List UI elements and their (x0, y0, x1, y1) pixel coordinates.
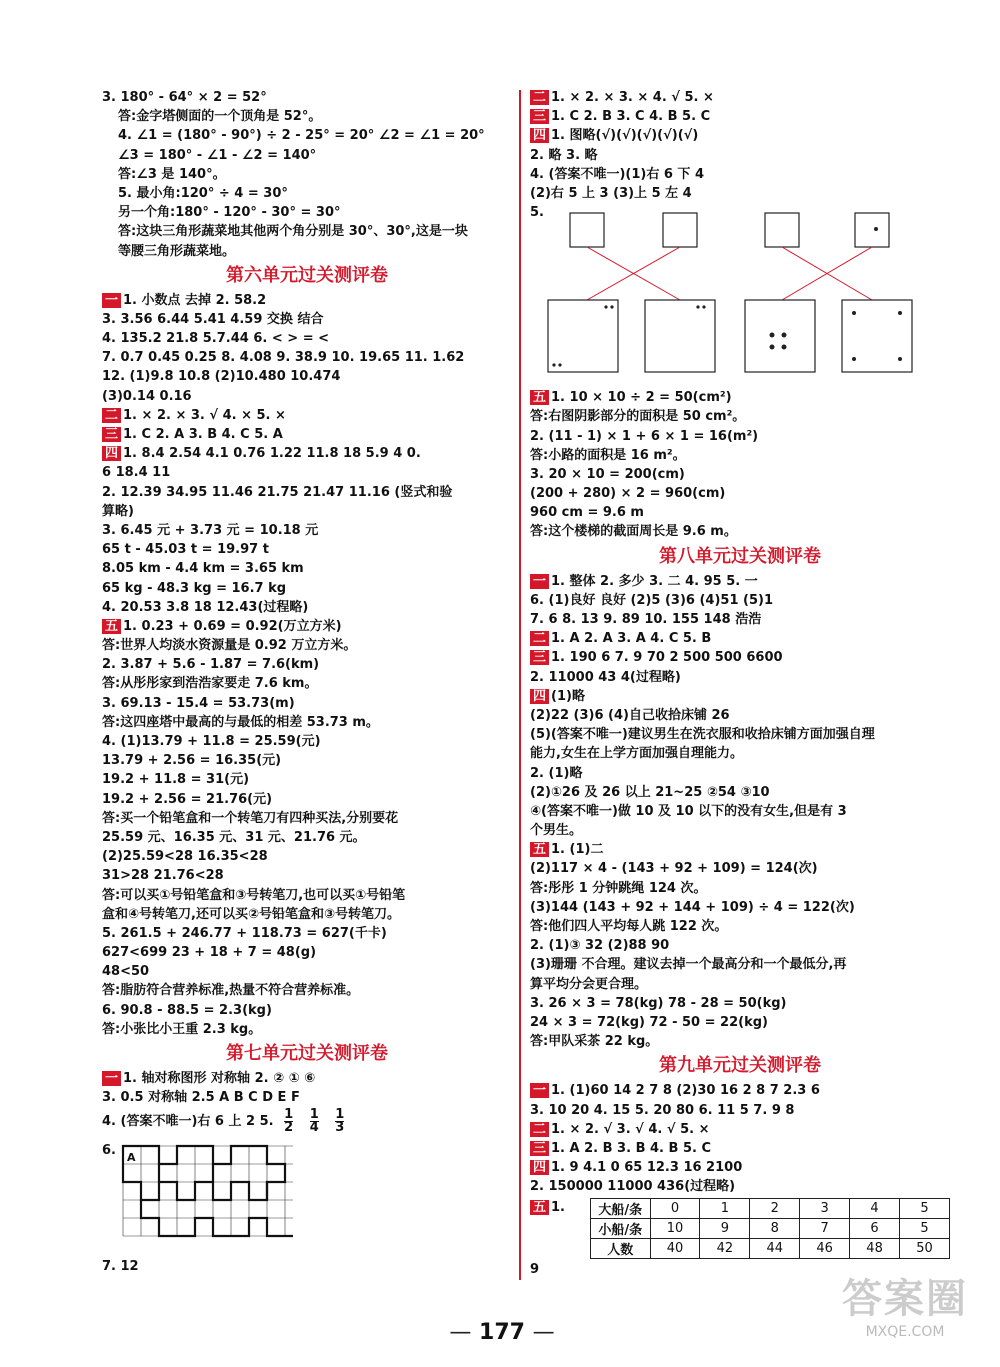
answer-line: 算平均分会更合理。 (530, 976, 648, 992)
answer-line: 13.79 + 2.56 = 16.35(元) (102, 753, 282, 769)
section-badge: 四 (530, 128, 549, 143)
table-row (591, 1199, 950, 1219)
right-column (530, 88, 950, 1280)
answer-line: 12. (1)9.8 10.8 (2)10.480 10.474 (102, 369, 341, 385)
unit8-answers (530, 572, 950, 1052)
answer-line: (2)117 × 4 - (143 + 92 + 109) = 124(次) (530, 861, 818, 877)
table-cell: 4 (850, 1199, 900, 1219)
section-badge: 四 (530, 689, 549, 704)
answer-line: 答:这个楼梯的截面周长是 9.6 m。 (530, 524, 737, 540)
answer-line: 7. 0.7 0.45 0.25 8. 4.08 9. 38.9 10. 19.65 11. 1.62 (102, 350, 465, 366)
table-cell: 9 (700, 1219, 750, 1239)
answer-line: 能力,女生在上学方面加强自理能力。 (530, 746, 743, 762)
answer-line: 二 1. × 2. √ 3. √ 4. √ 5. × (530, 1120, 950, 1139)
watermark-logo: 答案圈 (842, 1276, 968, 1322)
answer-line: 等腰三角形蔬菜地。 (118, 243, 236, 259)
unit9-table-block: 五 1. 大船/条 0 1 2 3 4 5 小船/条 10 9 8 7 6 5 人数 40 42 44 46 48 50 (530, 1198, 950, 1260)
answer-line: (2)右 5 上 3 (3)上 5 左 4 (530, 185, 692, 201)
unit6-answers (102, 291, 512, 1039)
table-cell: 5 (900, 1219, 950, 1239)
answer-line: 25.59 元、16.35 元、31 元、21.76 元。 (102, 829, 366, 845)
answer-line: 4. 135.2 21.8 5.7.44 6. < > = < (102, 331, 329, 347)
answer-line: 7. 6 8. 13 9. 89 10. 155 148 浩浩 (530, 612, 762, 627)
answer-line: 答:彤彤 1 分钟跳绳 124 次。 (530, 880, 707, 896)
answer-line: 答:脂肪符合营养标准,热量不符合营养标准。 (102, 983, 360, 999)
answer-line: 一 1. 整体 2. 多少 3. 二 4. 95 5. 一 (530, 572, 950, 591)
unit7-q7: 7. 12 (102, 1259, 139, 1275)
unit7-answers (102, 1069, 512, 1107)
unit5-answers-tail (102, 88, 512, 261)
answer-line: 答:买一个铅笔盒和一个转笔刀有四种买法,分别要花 (102, 810, 399, 826)
answer-line: 2. 11000 43 4(过程略) (530, 669, 681, 685)
unit9-title: 第九单元过关测评卷 (659, 1055, 821, 1077)
answer-line: 19.2 + 2.56 = 21.76(元) (102, 791, 273, 807)
answer-line: 一 1. 轴对称图形 对称轴 2. ② ① ⑥ (102, 1069, 512, 1088)
answer-line: 3. 20 × 10 = 200(cm) (530, 466, 685, 482)
table-cell: 7 (800, 1219, 850, 1239)
answer-line: 算略) (102, 503, 134, 519)
answer-line: 65 t - 45.03 t = 19.97 t (102, 542, 269, 558)
unit-q5-diagram: 5. (530, 203, 950, 388)
answer-line: 答:这块三角形蔬菜地其他两个角分别是 30°、30°,这是一块 (118, 224, 468, 240)
answer-line: (5)(答案不唯一)建议男生在洗衣服和收拾床铺方面加强自理 (530, 727, 875, 743)
grid-label-a: A (127, 1151, 136, 1165)
answer-line: 3. 0.5 对称轴 2.5 A B C D E F (102, 1090, 300, 1106)
table-cell: 10 (650, 1219, 700, 1239)
answer-line: 3. 3.56 6.44 5.41 4.59 交换 结合 (102, 311, 324, 327)
answer-line: 三 1. A 2. B 3. B 4. B 5. C (530, 1139, 950, 1158)
section-badge: 三 (102, 427, 121, 442)
answer-line: 2. (1)略 (530, 765, 583, 781)
section-badge: 五 (102, 619, 121, 634)
unit7-q6: 6. A (102, 1137, 512, 1257)
answer-line: 五 1. (1)二 (530, 840, 950, 859)
answer-line: 24 × 3 = 72(kg) 72 - 50 = 22(kg) (530, 1014, 768, 1030)
answer-line: 2. 略 3. 略 (530, 147, 598, 163)
column-divider (519, 90, 521, 1280)
cube-matching-diagram (530, 205, 930, 385)
unit7-q4-line: 4. (答案不唯一)右 6 上 2 5. $\frac{1}{2}$ $\frac{1}{4}$ $\frac{1}{3}$ (102, 1107, 345, 1136)
section-badge: 三 (530, 1141, 549, 1156)
table-cell: 0 (650, 1199, 700, 1219)
answer-line: 四 1. 9 4.1 0 65 12.3 16 2100 (530, 1158, 950, 1177)
answer-line: 31>28 21.76<28 (102, 868, 224, 884)
answer-line: 答:世界人均淡水资源量是 0.92 万立方米。 (102, 638, 357, 654)
answer-line: 答:∠3 是 140°。 (118, 166, 226, 182)
answer-line: ∠3 = 180° - ∠1 - ∠2 = 140° (118, 147, 317, 163)
answer-line: 5. 261.5 + 246.77 + 118.73 = 627(千卡) (102, 925, 387, 941)
answer-line: (3)0.14 0.16 (102, 388, 192, 404)
table-cell: 42 (700, 1239, 750, 1259)
answer-line: 2. 12.39 34.95 11.46 21.75 21.47 11.16 (竖式和验 (102, 484, 453, 500)
answer-line: 答:右图阴影部分的面积是 50 cm²。 (530, 409, 746, 425)
answer-line: 答:金字塔侧面的一个顶角是 52°。 (118, 109, 322, 125)
answer-line: 3. 69.13 - 15.4 = 53.73(m) (102, 695, 295, 711)
answer-line: ④(答案不唯一)做 10 及 10 以下的没有女生,但是有 3 (530, 803, 847, 819)
answer-line: 答:小张比小王重 2.3 kg。 (102, 1021, 262, 1037)
table-cell: 8 (750, 1219, 800, 1239)
answer-line: 二 1. × 2. × 3. √ 4. × 5. × (102, 406, 512, 425)
answer-line: 五 1. 10 × 10 ÷ 2 = 50(cm²) (530, 388, 950, 407)
table-row-header: 人数 (591, 1239, 651, 1259)
answer-line: 3. 6.45 元 + 3.73 元 = 10.18 元 (102, 522, 319, 538)
section-badge: 四 (102, 446, 121, 461)
table-cell: 50 (900, 1239, 950, 1259)
answer-line: 三 1. 190 6 7. 9 70 2 500 500 6600 (530, 648, 950, 667)
section-badge: 一 (102, 293, 121, 308)
answer-line: 2. 150000 11000 436(过程略) (530, 1179, 736, 1195)
answer-line: 8.05 km - 4.4 km = 3.65 km (102, 561, 304, 577)
answer-line: 4. ∠1 = (180° - 90°) ÷ 2 - 25° = 20° ∠2 = ∠1 = 20° (118, 128, 485, 144)
answer-line: 四 1. 8.4 2.54 4.1 0.76 1.22 11.8 18 5.9 4 0. (102, 444, 512, 463)
answer-line: 5. 最小角:120° ÷ 4 = 30° (118, 185, 288, 201)
section-badge: 一 (102, 1071, 121, 1086)
watermark-url: MXQE.COM (865, 1324, 945, 1340)
unit6b-answers (530, 88, 950, 203)
answer-line: 2. (1)③ 32 (2)88 90 (530, 938, 670, 954)
answer-line: 65 kg - 48.3 kg = 16.7 kg (102, 580, 287, 596)
table-row (591, 1239, 950, 1259)
answer-line: 另一个角:180° - 120° - 30° = 30° (118, 205, 341, 221)
answer-line: 4. 20.53 3.8 18 12.43(过程略) (102, 599, 309, 615)
table-cell: 40 (650, 1239, 700, 1259)
answer-line: 答:可以买①号铅笔盒和③号转笔刀,也可以买①号铅笔 (102, 887, 406, 903)
table-cell: 1 (700, 1199, 750, 1219)
section-badge: 二 (102, 408, 121, 423)
left-column (102, 88, 512, 1277)
table-cell: 3 (800, 1199, 850, 1219)
answer-line: (2)22 (3)6 (4)自己收拾床铺 26 (530, 707, 730, 723)
table-cell: 5 (900, 1199, 950, 1219)
unit6-title: 第六单元过关测评卷 (226, 264, 388, 286)
unit-q5-answers (530, 388, 950, 542)
answer-line: 四 (1)略 (530, 687, 950, 706)
unit7-title: 第七单元过关测评卷 (226, 1043, 388, 1064)
answer-line: 2. (11 - 1) × 1 + 6 × 1 = 16(m²) (530, 428, 759, 444)
page-number: — 177 — (449, 1320, 555, 1345)
unit9-answers (530, 1081, 950, 1196)
table-row-header: 小船/条 (591, 1219, 651, 1239)
boat-solution-table (590, 1198, 950, 1259)
answer-line: 4. (答案不唯一)(1)右 6 下 4 (530, 166, 704, 182)
answer-line: 48<50 (102, 964, 150, 980)
answer-line: 三 1. C 2. A 3. B 4. C 5. A (102, 425, 512, 444)
unit9-last-line: 9 (530, 1262, 540, 1278)
section-badge: 二 (530, 631, 549, 646)
section-badge: 二 (530, 1122, 549, 1137)
section-badge: 五 (530, 842, 549, 857)
answer-line: 答:小路的面积是 16 m²。 (530, 447, 686, 463)
answer-line: 三 1. C 2. B 3. C 4. B 5. C (530, 107, 950, 126)
answer-line: 四 1. 图略(√)(√)(√)(√)(√) (530, 126, 950, 145)
fraction-quarter: $\frac{1}{4}$ (309, 1107, 319, 1136)
answer-line: 627<699 23 + 18 + 7 = 48(g) (102, 945, 317, 961)
answer-line: 3. 10 20 4. 15 5. 20 80 6. 11 5 7. 9 8 (530, 1102, 795, 1118)
fraction-half: $\frac{1}{2}$ (284, 1107, 294, 1136)
section-badge: 一 (530, 574, 549, 589)
answer-line: 2. 3.87 + 5.6 - 1.87 = 7.6(km) (102, 657, 320, 673)
answer-line: 二 1. × 2. × 3. × 4. √ 5. × (530, 88, 950, 107)
answer-line: 6. 90.8 - 88.5 = 2.3(kg) (102, 1002, 272, 1018)
answer-line: 答:他们四人平均每人跳 122 次。 (530, 919, 728, 934)
answer-line: (2)25.59<28 16.35<28 (102, 849, 268, 865)
answer-line: 盒和④号转笔刀,还可以买②号铅笔盒和③号转笔刀。 (102, 906, 400, 922)
fraction-third: $\frac{1}{3}$ (335, 1107, 345, 1136)
answer-line: 3. 180° - 64° × 2 = 52° (102, 90, 267, 105)
table-cell: 2 (750, 1199, 800, 1219)
table-row-header: 大船/条 (591, 1199, 651, 1219)
answer-line: 答:从彤彤家到浩浩家要走 7.6 km。 (102, 676, 318, 692)
answer-line: 6 18.4 11 (102, 465, 171, 481)
answer-line: (2)①26 及 26 以上 21~25 ②54 ③10 (530, 784, 770, 800)
section-badge: 三 (530, 109, 549, 124)
section-badge: 一 (530, 1083, 549, 1098)
answer-line: 一 1. (1)60 14 2 7 8 (2)30 16 2 8 7 2.3 6 (530, 1081, 950, 1100)
answer-line: 答:甲队采茶 22 kg。 (530, 1034, 659, 1050)
section-badge: 二 (530, 90, 549, 105)
answer-line: 五 1. 0.23 + 0.69 = 0.92(万立方米) (102, 617, 512, 636)
answer-line: 答:这四座塔中最高的与最低的相差 53.73 m。 (102, 714, 379, 730)
table-cell: 6 (850, 1219, 900, 1239)
table-cell: 46 (800, 1239, 850, 1259)
answer-line: 4. (1)13.79 + 11.8 = 25.59(元) (102, 734, 321, 749)
answer-line: 960 cm = 9.6 m (530, 505, 644, 521)
table-cell: 48 (850, 1239, 900, 1259)
section-badge: 五 (530, 390, 549, 405)
watermark (830, 1267, 980, 1347)
answer-line: 二 1. A 2. A 3. A 4. C 5. B (530, 629, 950, 648)
answer-line: 一 1. 小数点 去掉 2. 58.2 (102, 291, 512, 310)
section-badge: 三 (530, 650, 549, 665)
answer-line: (3)144 (143 + 92 + 144 + 109) ÷ 4 = 122(次) (530, 899, 855, 915)
answer-line: 19.2 + 11.8 = 31(元) (102, 772, 250, 788)
section-badge: 四 (530, 1160, 549, 1175)
answer-line: (200 + 280) × 2 = 960(cm) (530, 486, 726, 502)
table-cell: 44 (750, 1239, 800, 1259)
answer-line: 个男生。 (530, 823, 583, 839)
answer-line: 3. 26 × 3 = 78(kg) 78 - 28 = 50(kg) (530, 995, 787, 1011)
table-row (591, 1219, 950, 1239)
answer-line: (3)珊珊 不合理。建议去掉一个最高分和一个最低分,再 (530, 957, 847, 973)
tessellation-grid-diagram (118, 1141, 298, 1251)
answer-line: 6. (1)良好 良好 (2)5 (3)6 (4)51 (5)1 (530, 592, 774, 608)
unit8-title: 第八单元过关测评卷 (659, 545, 821, 567)
